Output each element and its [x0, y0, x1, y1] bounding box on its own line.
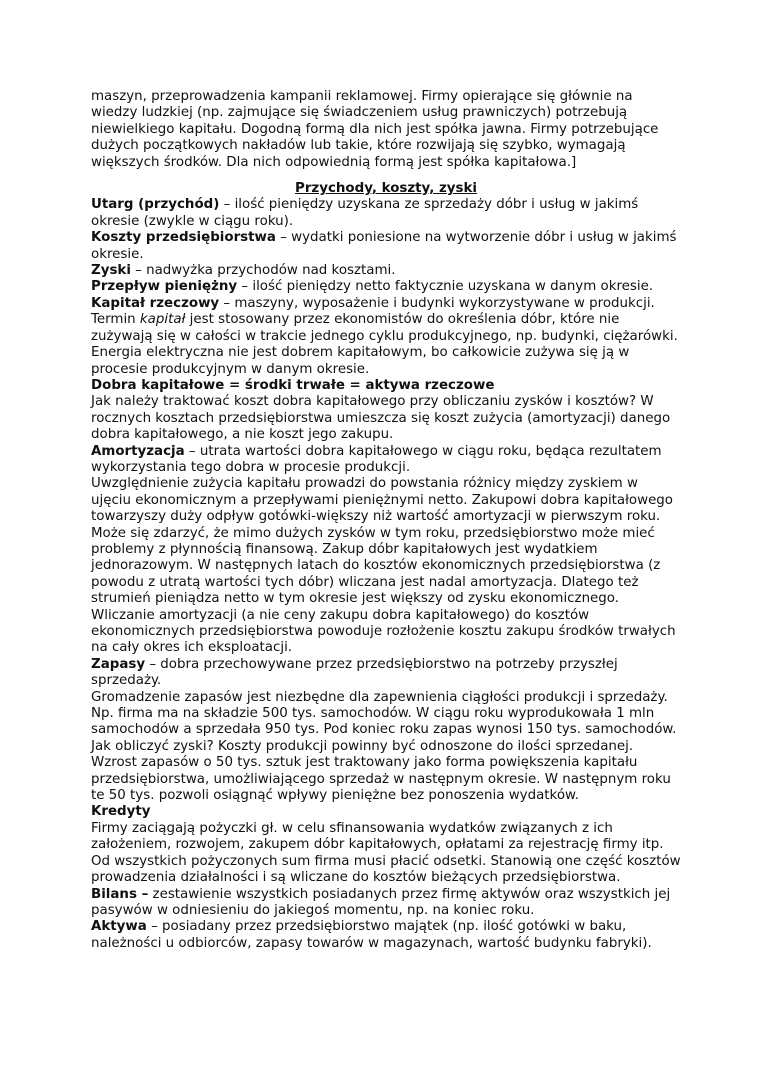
term-aktywa: Aktywa: [91, 919, 147, 935]
term-koszty: Koszty przedsiębiorstwa: [91, 230, 276, 246]
def-zapasy: – dobra przechowywane przez przedsiębiorstwo na potrzeby przyszłej sprzedaży.: [91, 656, 618, 689]
section-title: Przychody, koszty, zyski: [295, 181, 477, 197]
intro-paragraph: maszyn, przeprowadzenia kampanii reklamowej. Firmy opierające się głównie na wiedzy ludzkiej (np. zajmujące się świadczeniem usług prawniczych) potrzebują niewielkiego kapitału. Dogodną formą dla nich jest spółka jawna. Firmy potrzebujące dużych początkowych nakładów lub takie, które rozwijają się szybko, wymagają większych środków. Dla nich odpowiednią formą jest spółka kapitałowa.]: [91, 89, 659, 170]
term-zapasy: Zapasy: [91, 656, 146, 672]
def-utarg: – ilość pieniędzy uzyskana ze sprzedaży dóbr i usług w jakimś okresie (zwykle w ciągu roku).: [91, 197, 639, 229]
term-bilans: Bilans –: [91, 886, 149, 902]
document-page: [91, 89, 681, 952]
definition-zyski: [91, 263, 681, 279]
def-kapital: – maszyny, wyposażenie i budynki wykorzystywane w produkcji.: [219, 295, 655, 311]
def-aktywa: – posiadany przez przedsiębiorstwo majątek (np. ilość gotówki w baku, należności u odbiorców, zapasy towarów w magazynach, wartość budynku fabryki).: [91, 919, 652, 951]
gromadzenie-paragraph: Gromadzenie zapasów jest niezbędne dla zapewnienia ciągłości produkcji i sprzedaży.: [91, 689, 668, 705]
def-zyski: – nadwyżka przychodów nad kosztami.: [130, 263, 396, 279]
def-koszty: – wydatki poniesione na wytworzenie dóbr i usług w jakimś okresie.: [91, 230, 677, 262]
term-utarg: Utarg (przychód): [91, 197, 220, 213]
term-amortyzacja: Amortyzacja: [91, 443, 185, 459]
dobra-heading: Dobra kapitałowe = środki trwałe = aktywa rzeczowe: [91, 377, 495, 393]
term-przeplyw: Przepływ pieniężny: [91, 279, 238, 295]
def-bilans: zestawienie wszystkich posiadanych przez firmę aktywów oraz wszystkich jej pasywów w odniesieniu do jakiegoś momentu, np. na koniec roku.: [91, 886, 671, 918]
definition-zapasy: [91, 657, 681, 690]
termin-paragraph: Termin kapitał jest stosowany przez ekonomistów do określenia dóbr, które nie zużywają się w całości w trakcie jednego cyklu produkcyjnego, np. budynki, ciężarówki. Energia elektryczna nie jest dobrem kapitałowym, bo całkowicie zużywa się ją w procesie produkcyjnym w danym okresie.: [91, 312, 678, 377]
definition-aktywa: [91, 919, 681, 952]
definition-koszty: [91, 230, 681, 263]
def-amortyzacja: – utrata wartości dobra kapitałowego w ciągu roku, będąca rezultatem wykorzystania tego dobra w procesie produkcji.: [91, 443, 662, 475]
uwzglednienie-paragraph: Uwzględnienie zużycia kapitału prowadzi do powstania różnicy między zyskiem w ujęciu ekonomicznym a przepływami pieniężnymi netto. Zakupowi dobra kapitałowego towarzyszy duży odpływ gotówki-większy niż wartość amortyzacji w pierwszym roku. Może się zdarzyć, że mimo dużych zysków w tym roku, przedsiębiorstwo może mieć problemy z płynnością finansową. Zakup dóbr kapitałowych jest wydatkiem jednorazowym. W następnych latach do kosztów ekonomicznych przedsiębiorstwa (z powodu z utratą wartości tych dóbr) wliczana jest nadal amortyzacja. Dlatego też strumień pieniądza netto w tym okresie jest większy od zysku ekonomicznego. Wliczanie amortyzacji (a nie ceny zakupu dobra kapitałowego) do kosztów ekonomicznych przedsiębiorstwa powoduje rozłożenie kosztu zakupu środków trwałych na cały okres ich eksploatacji.: [91, 476, 676, 656]
definition-utarg: [91, 197, 681, 230]
example-paragraph: Np. firma ma na składzie 500 tys. samochodów. W ciągu roku wyprodukowała 1 mln samochodów a sprzedała 950 tys. Pod koniec roku zapas wynosi 150 tys. samochodów. Jak obliczyć zyski? Koszty produkcji powinny być odnoszone do ilości sprzedanej. Wzrost zapasów o 50 tys. sztuk jest traktowany jako forma powiększenia kapitału przedsiębiorstwa, umożliwiającego sprzedaż w następnym okresie. W następnym roku te 50 tys. pozwoli osiągnąć wpływy pieniężne bez ponoszenia wydatków.: [91, 706, 677, 804]
definition-przeplyw: [91, 279, 681, 295]
kredyty-heading: Kredyty: [91, 804, 151, 820]
term-kapital-italic: kapitał: [139, 312, 186, 328]
kredyty-paragraph: Firmy zaciągają pożyczki gł. w celu sfinansowania wydatków związanych z ich założeniem, rozwojem, zakupem dóbr kapitałowych, opłatami za rejestrację firmy itp. Od wszystkich pożyczonych sum firma musi płacić odsetki. Stanowią one część kosztów prowadzenia działalności i są wliczane do kosztów bieżących przedsiębiorstwa.: [91, 820, 681, 886]
term-zyski: Zyski: [91, 263, 131, 279]
def-przeplyw: – ilość pieniędzy netto faktycznie uzyskana w danym okresie.: [237, 279, 654, 295]
definition-amortyzacja: [91, 444, 681, 477]
term-kapital: Kapitał rzeczowy: [91, 295, 220, 311]
dobra-paragraph: Jak należy traktować koszt dobra kapitałowego przy obliczaniu zysków i kosztów? W rocznych kosztach przedsiębiorstwa umieszcza się koszt zużycia (amortyzacji) danego dobra kapitałowego, a nie koszt jego zakupu.: [91, 394, 671, 443]
definition-kapital: [91, 296, 681, 312]
definition-bilans: [91, 887, 681, 920]
